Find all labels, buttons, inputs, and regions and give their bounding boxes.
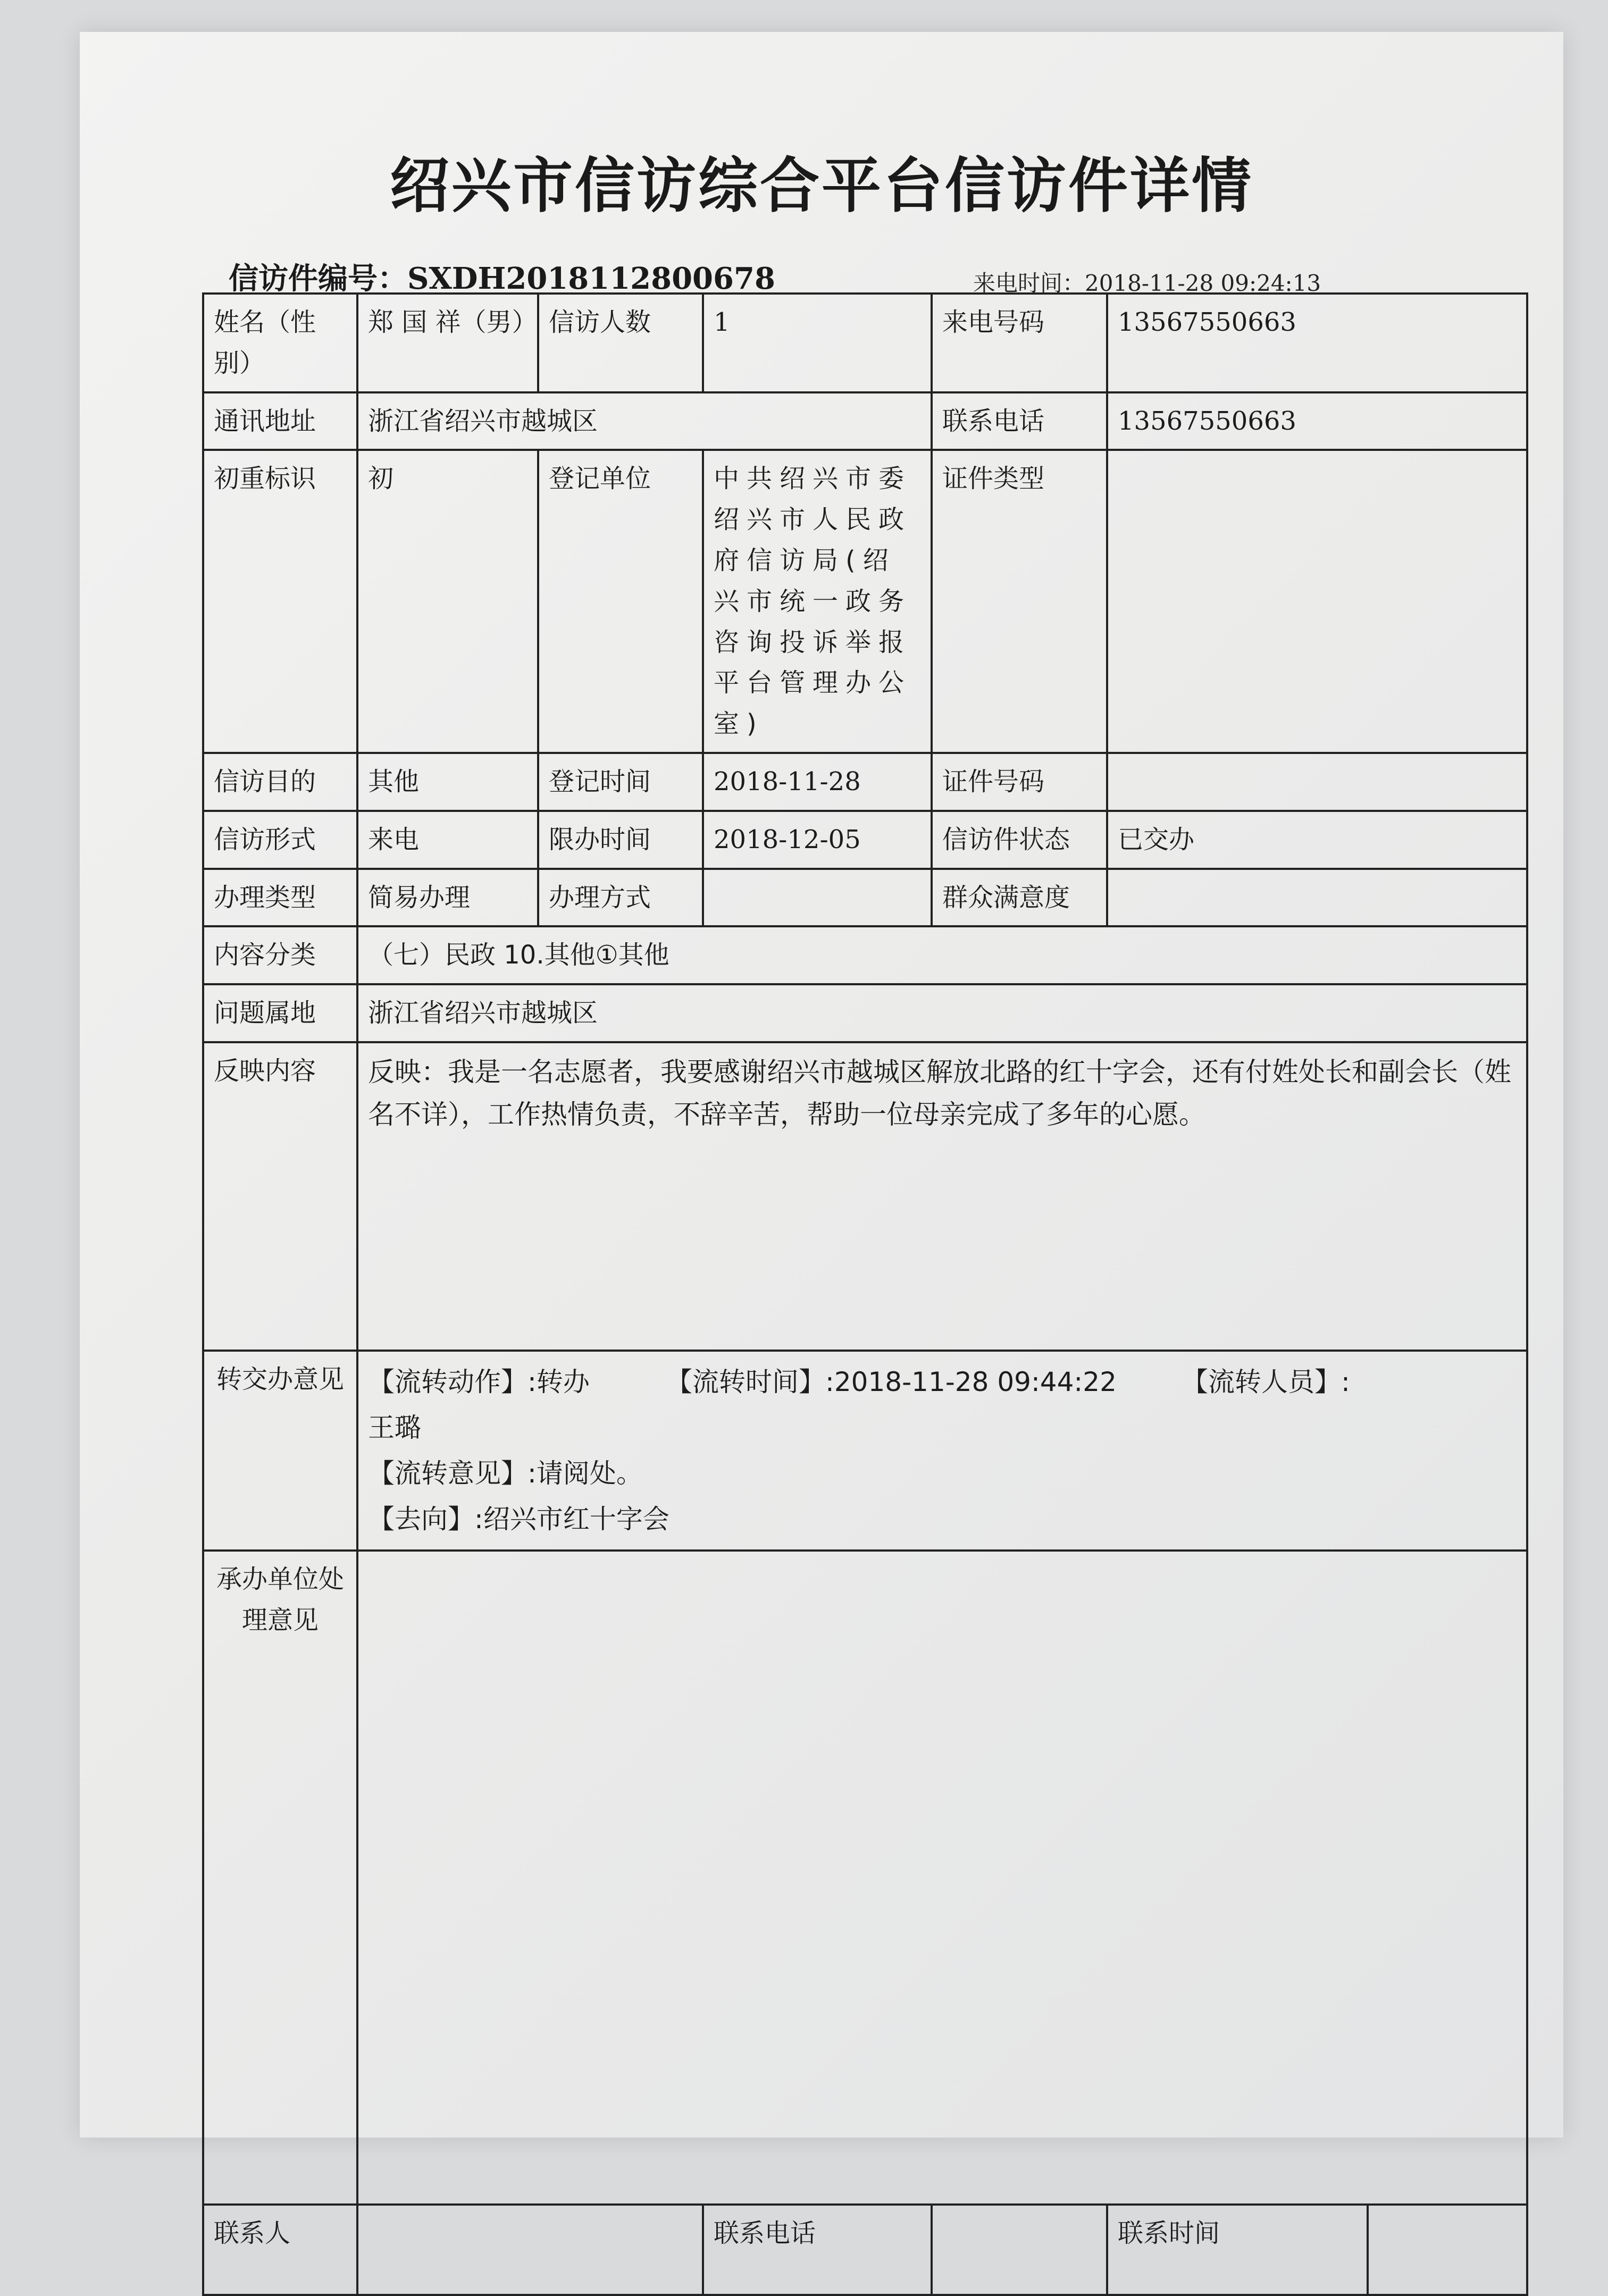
contact-person-value [357, 2205, 703, 2295]
register-unit-label: 登记单位 [538, 450, 703, 753]
table-row [203, 2205, 1527, 2295]
status-value: 已交办 [1107, 811, 1527, 869]
call-time-label: 来电时间： [973, 270, 1085, 296]
page-title: 绍兴市信访综合平台信访件详情 [390, 152, 1253, 221]
case-number-value: SXDH2018112800678 [407, 261, 775, 296]
caller-number-value: 13567550663 [1107, 294, 1527, 392]
category-label: 内容分类 [203, 926, 357, 984]
location-label: 问题属地 [203, 984, 357, 1042]
name-label: 姓名（性别） [203, 294, 357, 392]
deadline-value: 2018-12-05 [703, 811, 932, 869]
case-number-label: 信访件编号： [229, 262, 407, 296]
first-repeat-value: 初 [357, 450, 538, 753]
address-value: 浙江省绍兴市越城区 [357, 392, 932, 450]
footer-phone-label: 联系电话 [703, 2205, 932, 2295]
contact-time-label: 联系时间 [1107, 2205, 1368, 2295]
transfer-destination: 【去向】:绍兴市红十字会 [368, 1503, 669, 1535]
address-label: 通讯地址 [203, 392, 357, 450]
call-time-value: 2018-11-28 09:24:13 [1085, 270, 1321, 296]
deadline-label: 限办时间 [538, 811, 703, 869]
content-value: 反映：我是一名志愿者，我要感谢绍兴市越城区解放北路的红十字会，还有付姓处长和副会长（姓名不详），工作热情负责，不辞辛苦，帮助一位母亲完成了多年的心愿。 [357, 1042, 1527, 1351]
transfer-person-label: 【流转人员】: [1182, 1366, 1350, 1397]
visitors-count-label: 信访人数 [538, 294, 703, 392]
handling-method-label: 办理方式 [538, 869, 703, 927]
handling-opinion-value [357, 1551, 1527, 2205]
first-repeat-label: 初重标识 [203, 450, 357, 753]
table-row [203, 753, 1527, 811]
name-value: 郑 国 祥（男） [357, 294, 538, 392]
contact-time-value [1368, 2205, 1527, 2295]
table-row [203, 1042, 1527, 1351]
table-row [203, 1351, 1527, 1551]
category-value: （七）民政 10.其他①其他 [357, 926, 1527, 984]
transfer-opinion [357, 1351, 1527, 1551]
handling-method-value [703, 869, 932, 927]
transfer-time: 【流转时间】:2018-11-28 09:44:22 [666, 1366, 1117, 1397]
handling-opinion-label: 承办单位处理意见 [203, 1551, 357, 2205]
table-row [203, 450, 1527, 753]
form-value: 来电 [357, 811, 538, 869]
satisfaction-value [1107, 869, 1527, 927]
register-unit-value: 中共绍兴市委绍兴市人民政府信访局(绍兴市统一政务咨询投诉举报平台管理办公室) [703, 450, 932, 753]
id-number-value [1107, 753, 1527, 811]
status-label: 信访件状态 [932, 811, 1107, 869]
id-type-label: 证件类型 [932, 450, 1107, 753]
transfer-opinion-text: 【流转意见】:请阅处。 [368, 1457, 643, 1489]
case-detail-table [202, 292, 1528, 2296]
table-row [203, 1551, 1527, 2205]
handling-type-value: 简易办理 [357, 869, 538, 927]
handling-type-label: 办理类型 [203, 869, 357, 927]
visitors-count-value: 1 [703, 294, 932, 392]
contact-phone-label: 联系电话 [932, 392, 1107, 450]
contact-person-label: 联系人 [203, 2205, 357, 2295]
transfer-label: 转交办意见 [203, 1351, 357, 1551]
table-row [203, 869, 1527, 927]
table-row [203, 811, 1527, 869]
content-label: 反映内容 [203, 1042, 357, 1351]
purpose-label: 信访目的 [203, 753, 357, 811]
table-row [203, 984, 1527, 1042]
transfer-person: 王璐 [368, 1412, 421, 1443]
register-time-label: 登记时间 [538, 753, 703, 811]
case-number [229, 255, 775, 298]
id-number-label: 证件号码 [932, 753, 1107, 811]
register-time-value: 2018-11-28 [703, 753, 932, 811]
contact-phone-value: 13567550663 [1107, 392, 1527, 450]
id-type-value [1107, 450, 1527, 753]
purpose-value: 其他 [357, 753, 538, 811]
caller-number-label: 来电号码 [932, 294, 1107, 392]
table-row [203, 926, 1527, 984]
satisfaction-label: 群众满意度 [932, 869, 1107, 927]
form-label: 信访形式 [203, 811, 357, 869]
table-row [203, 294, 1527, 392]
transfer-action: 【流转动作】:转办 [368, 1366, 590, 1397]
footer-phone-value [932, 2205, 1107, 2295]
table-row [203, 392, 1527, 450]
document-page [80, 32, 1563, 2248]
location-value: 浙江省绍兴市越城区 [357, 984, 1527, 1042]
